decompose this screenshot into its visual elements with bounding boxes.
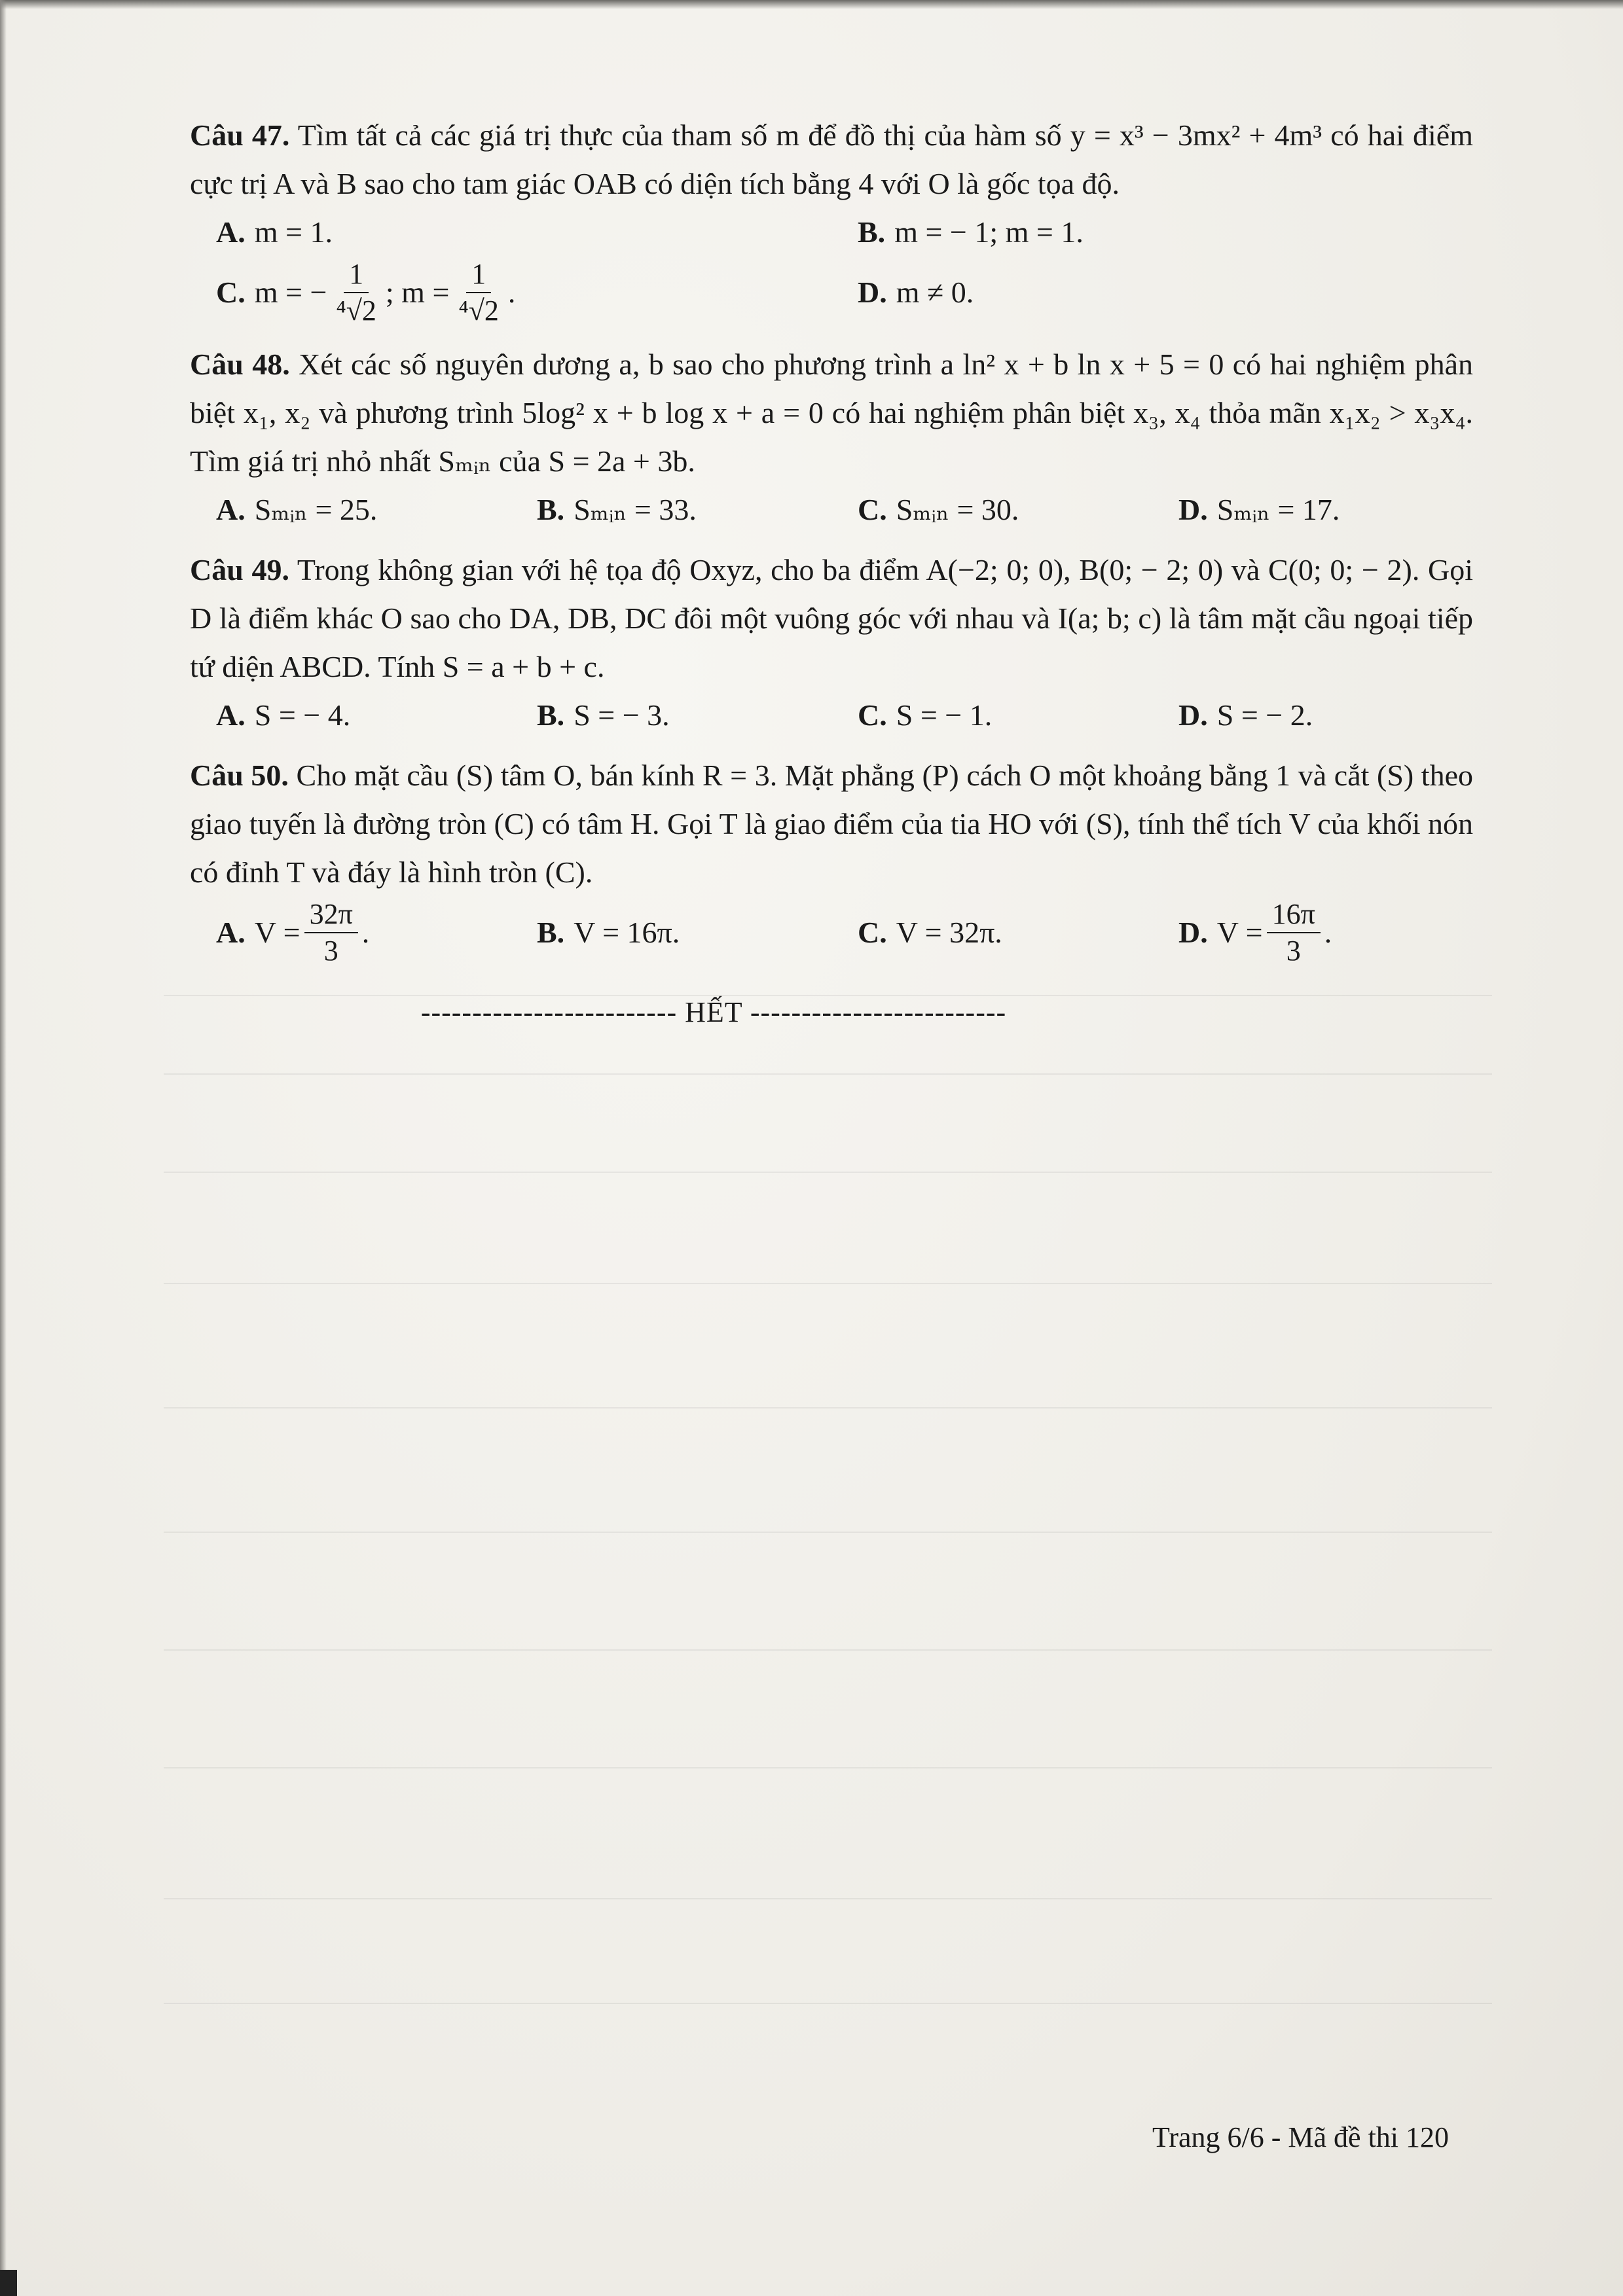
question-body: Trong không gian với hệ tọa độ Oxyz, cho ba điểm A(−2; 0; 0), B(0; − 2; 0) và C(0; 0; − 2). Gọi D là điểm khác O sao cho DA, DB, DC đôi một vuông góc với nhau và I(a; b; c) là tâm mặt cầu ngoại tiếp tứ diện ABCD. Tính S = a + b + c.	[190, 553, 1474, 683]
scan-edge-left	[0, 0, 7, 2296]
option-text: m ≠ 0.	[896, 276, 974, 309]
answer-row	[216, 208, 1499, 257]
option-text: V = 32π.	[896, 916, 1002, 949]
question-50	[190, 751, 1473, 969]
question-body: Cho mặt cầu (S) tâm O, bán kính R = 3. Mặt phẳng (P) cách O một khoảng bằng 1 và cắt (S) theo giao tuyến là đường tròn (C) có tâm H. Gọi T là giao điểm của tia HO với (S), tính thể tích V của khối nón có đỉnh T và đáy là hình tròn (C).	[190, 759, 1474, 889]
question-48	[190, 340, 1473, 534]
fraction-denominator: ⁴√2	[458, 295, 499, 327]
option-text: Sₘᵢₙ = 17.	[1216, 493, 1340, 526]
option-label: A.	[216, 698, 246, 732]
answer-row	[216, 257, 1499, 329]
scan-corner-mark	[0, 2270, 17, 2296]
fraction-denominator: 3	[1286, 935, 1301, 967]
option-label: C.	[858, 698, 887, 732]
bleed-through-line	[164, 1532, 1492, 1533]
option-text: m = −	[254, 276, 327, 309]
option-text: m = − 1; m = 1.	[894, 215, 1084, 249]
option-d	[1178, 897, 1499, 969]
answer-row	[216, 486, 1499, 534]
option-c	[858, 486, 1178, 534]
bleed-through-line	[164, 1767, 1492, 1768]
option-b	[537, 897, 858, 969]
question-49	[190, 546, 1473, 740]
bleed-through-line	[164, 1283, 1492, 1284]
bleed-through-line	[164, 2003, 1492, 2004]
fraction	[453, 257, 504, 329]
fraction-numerator: 32π	[304, 897, 358, 933]
end-marker: ------------------------- HẾT -------------------------	[420, 996, 1007, 1028]
option-c	[858, 897, 1178, 969]
option-label: D.	[1178, 698, 1208, 732]
option-label: D.	[858, 276, 887, 309]
bleed-through-line	[164, 1649, 1492, 1651]
fraction	[304, 897, 358, 969]
option-text: .	[361, 916, 370, 949]
question-label: Câu 48.	[190, 348, 290, 381]
option-a	[216, 691, 537, 740]
fraction-denominator: 3	[323, 935, 338, 967]
option-c	[858, 691, 1178, 740]
bleed-through-line	[164, 1898, 1492, 1899]
bleed-through-line	[164, 1172, 1492, 1173]
option-d	[1178, 486, 1499, 534]
bleed-through-line	[164, 1073, 1492, 1075]
option-b	[537, 691, 858, 740]
fraction-numerator: 1	[466, 257, 491, 293]
option-text: S = − 2.	[1216, 698, 1313, 732]
question-label: Câu 47.	[190, 118, 290, 152]
option-text: Sₘᵢₙ = 30.	[896, 493, 1019, 526]
question-label: Câu 50.	[190, 759, 289, 792]
option-label: B.	[537, 916, 565, 949]
option-text: V =	[254, 916, 301, 949]
option-text: S = − 3.	[574, 698, 670, 732]
option-label: D.	[1178, 493, 1208, 526]
option-label: A.	[216, 215, 246, 249]
question-text	[190, 546, 1473, 691]
question-text	[190, 340, 1473, 486]
fraction-denominator: ⁴√2	[336, 295, 376, 327]
option-a	[216, 208, 858, 257]
fraction-numerator: 1	[344, 257, 369, 293]
fraction	[1267, 897, 1321, 969]
option-label: C.	[216, 276, 246, 309]
fraction	[331, 257, 382, 329]
option-text: Sₘᵢₙ = 25.	[254, 493, 378, 526]
page-footer: Trang 6/6 - Mã đề thi 120	[1152, 2121, 1450, 2153]
option-d	[858, 257, 1499, 329]
option-label: B.	[537, 493, 565, 526]
option-label: B.	[858, 215, 886, 249]
option-text: .	[507, 276, 516, 309]
option-label: B.	[537, 698, 565, 732]
option-a	[216, 897, 537, 969]
option-text: V =	[1216, 916, 1263, 949]
question-text	[190, 111, 1473, 208]
option-d	[1178, 691, 1499, 740]
scan-edge-top	[0, 0, 1623, 9]
option-text: m = 1.	[254, 215, 333, 249]
answer-row	[216, 897, 1499, 969]
option-text: S = − 1.	[896, 698, 993, 732]
question-47	[190, 111, 1473, 329]
option-label: A.	[216, 493, 246, 526]
question-body: Tìm tất cả các giá trị thực của tham số m để đồ thị của hàm số y = x³ − 3mx² + 4m³ có hai điểm cực trị A và B sao cho tam giác OAB có diện tích bằng 4 với O là gốc tọa độ.	[190, 118, 1473, 200]
option-label: D.	[1178, 916, 1208, 949]
option-text: ; m =	[385, 276, 450, 309]
bleed-through-line	[164, 1407, 1492, 1408]
question-label: Câu 49.	[190, 553, 289, 586]
question-body: Xét các số nguyên dương a, b sao cho phương trình a ln² x + b ln x + 5 = 0 có hai nghiệm phân biệt x₁, x₂ và phương trình 5log² x + b log x + a = 0 có hai nghiệm phân biệt x₃, x₄ thỏa mãn x₁x₂ > x₃x₄. Tìm giá trị nhỏ nhất Sₘᵢₙ của S = 2a + 3b.	[190, 348, 1474, 478]
answer-row	[216, 691, 1499, 740]
question-text	[190, 751, 1473, 897]
exam-content	[190, 111, 1473, 1037]
option-a	[216, 486, 537, 534]
option-text: V = 16π.	[574, 916, 680, 949]
option-text: Sₘᵢₙ = 33.	[574, 493, 697, 526]
option-c	[216, 257, 858, 329]
option-label: A.	[216, 916, 246, 949]
option-text: .	[1324, 916, 1332, 949]
fraction-numerator: 16π	[1267, 897, 1321, 933]
option-label: C.	[858, 493, 887, 526]
option-b	[858, 208, 1499, 257]
option-label: C.	[858, 916, 887, 949]
option-text: S = − 4.	[254, 698, 351, 732]
option-b	[537, 486, 858, 534]
